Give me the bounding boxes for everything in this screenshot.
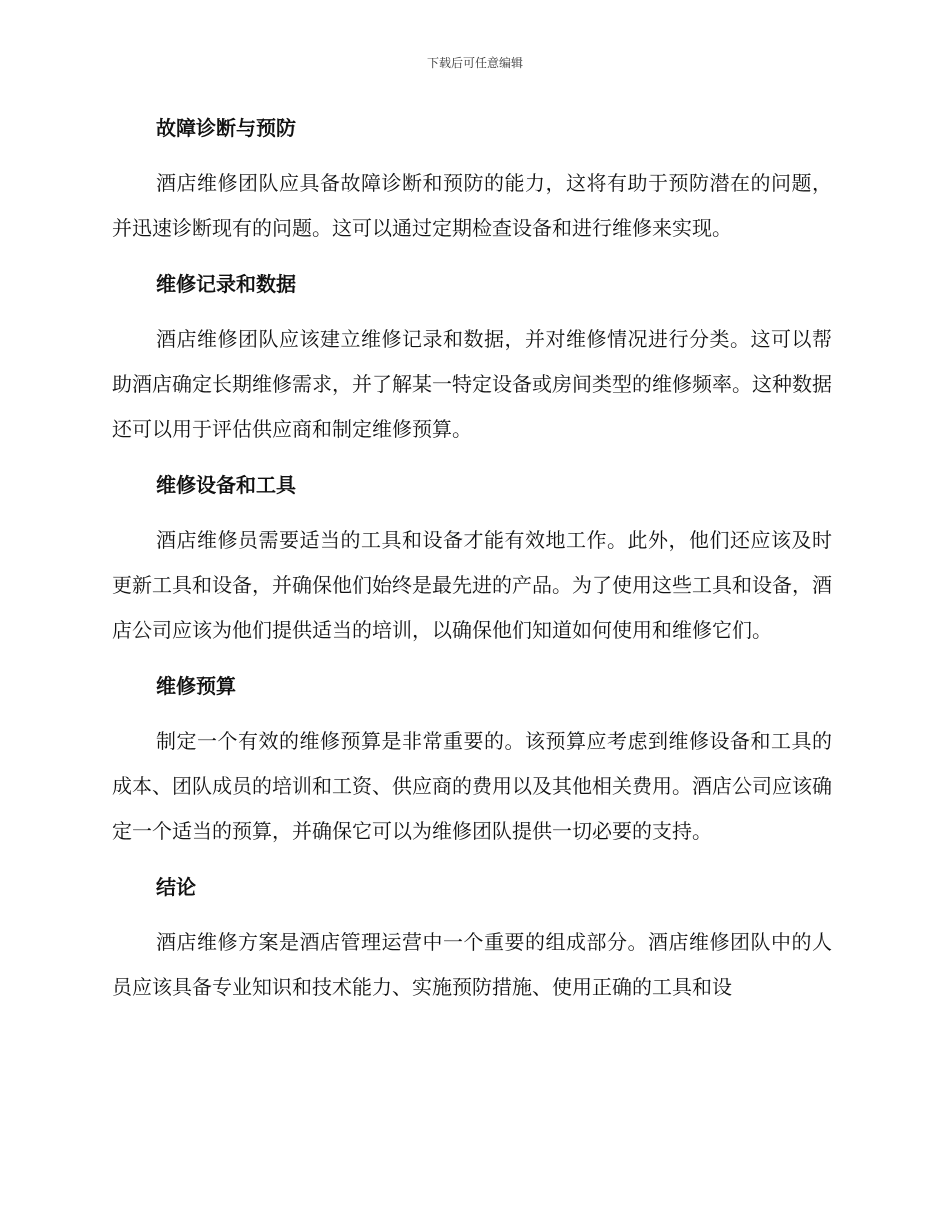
section-heading: 结论 (156, 875, 196, 899)
page-header-note: 下载后可任意编辑 (426, 56, 523, 70)
section-fault-diagnosis (112, 110, 832, 251)
section-heading: 维修预算 (156, 674, 236, 698)
section-heading: 故障诊断与预防 (156, 116, 296, 140)
section-paragraph: 酒店维修团队应具备故障诊断和预防的能力，这将有助于预防潜在的问题，并迅速诊断现有的问题。这可以通过定期检查设备和进行维修来实现。 (112, 171, 832, 240)
section-heading: 维修设备和工具 (156, 473, 296, 497)
section-paragraph: 酒店维修方案是酒店管理运营中一个重要的组成部分。酒店维修团队中的人员应该具备专业知识和技术能力、实施预防措施、使用正确的工具和设 (112, 930, 832, 999)
section-paragraph: 酒店维修员需要适当的工具和设备才能有效地工作。此外，他们还应该及时更新工具和设备，并确保他们始终是最先进的产品。为了使用这些工具和设备，酒店公司应该为他们提供适当的培训，以确保他们知道如何使用和维修它们。 (112, 528, 832, 642)
document-body (112, 110, 832, 1025)
section-heading: 维修记录和数据 (156, 272, 296, 296)
section-conclusion (112, 869, 832, 1010)
section-maintenance-budget (112, 668, 832, 854)
section-paragraph: 酒店维修团队应该建立维修记录和数据，并对维修情况进行分类。这可以帮助酒店确定长期维修需求，并了解某一特定设备或房间类型的维修频率。这种数据还可以用于评估供应商和制定维修预算。 (112, 327, 832, 441)
section-paragraph: 制定一个有效的维修预算是非常重要的。该预算应考虑到维修设备和工具的成本、团队成员的培训和工资、供应商的费用以及其他相关费用。酒店公司应该确定一个适当的预算，并确保它可以为维修团队提供一切必要的支持。 (112, 729, 832, 843)
section-maintenance-records (112, 266, 832, 452)
section-equipment-tools (112, 467, 832, 653)
